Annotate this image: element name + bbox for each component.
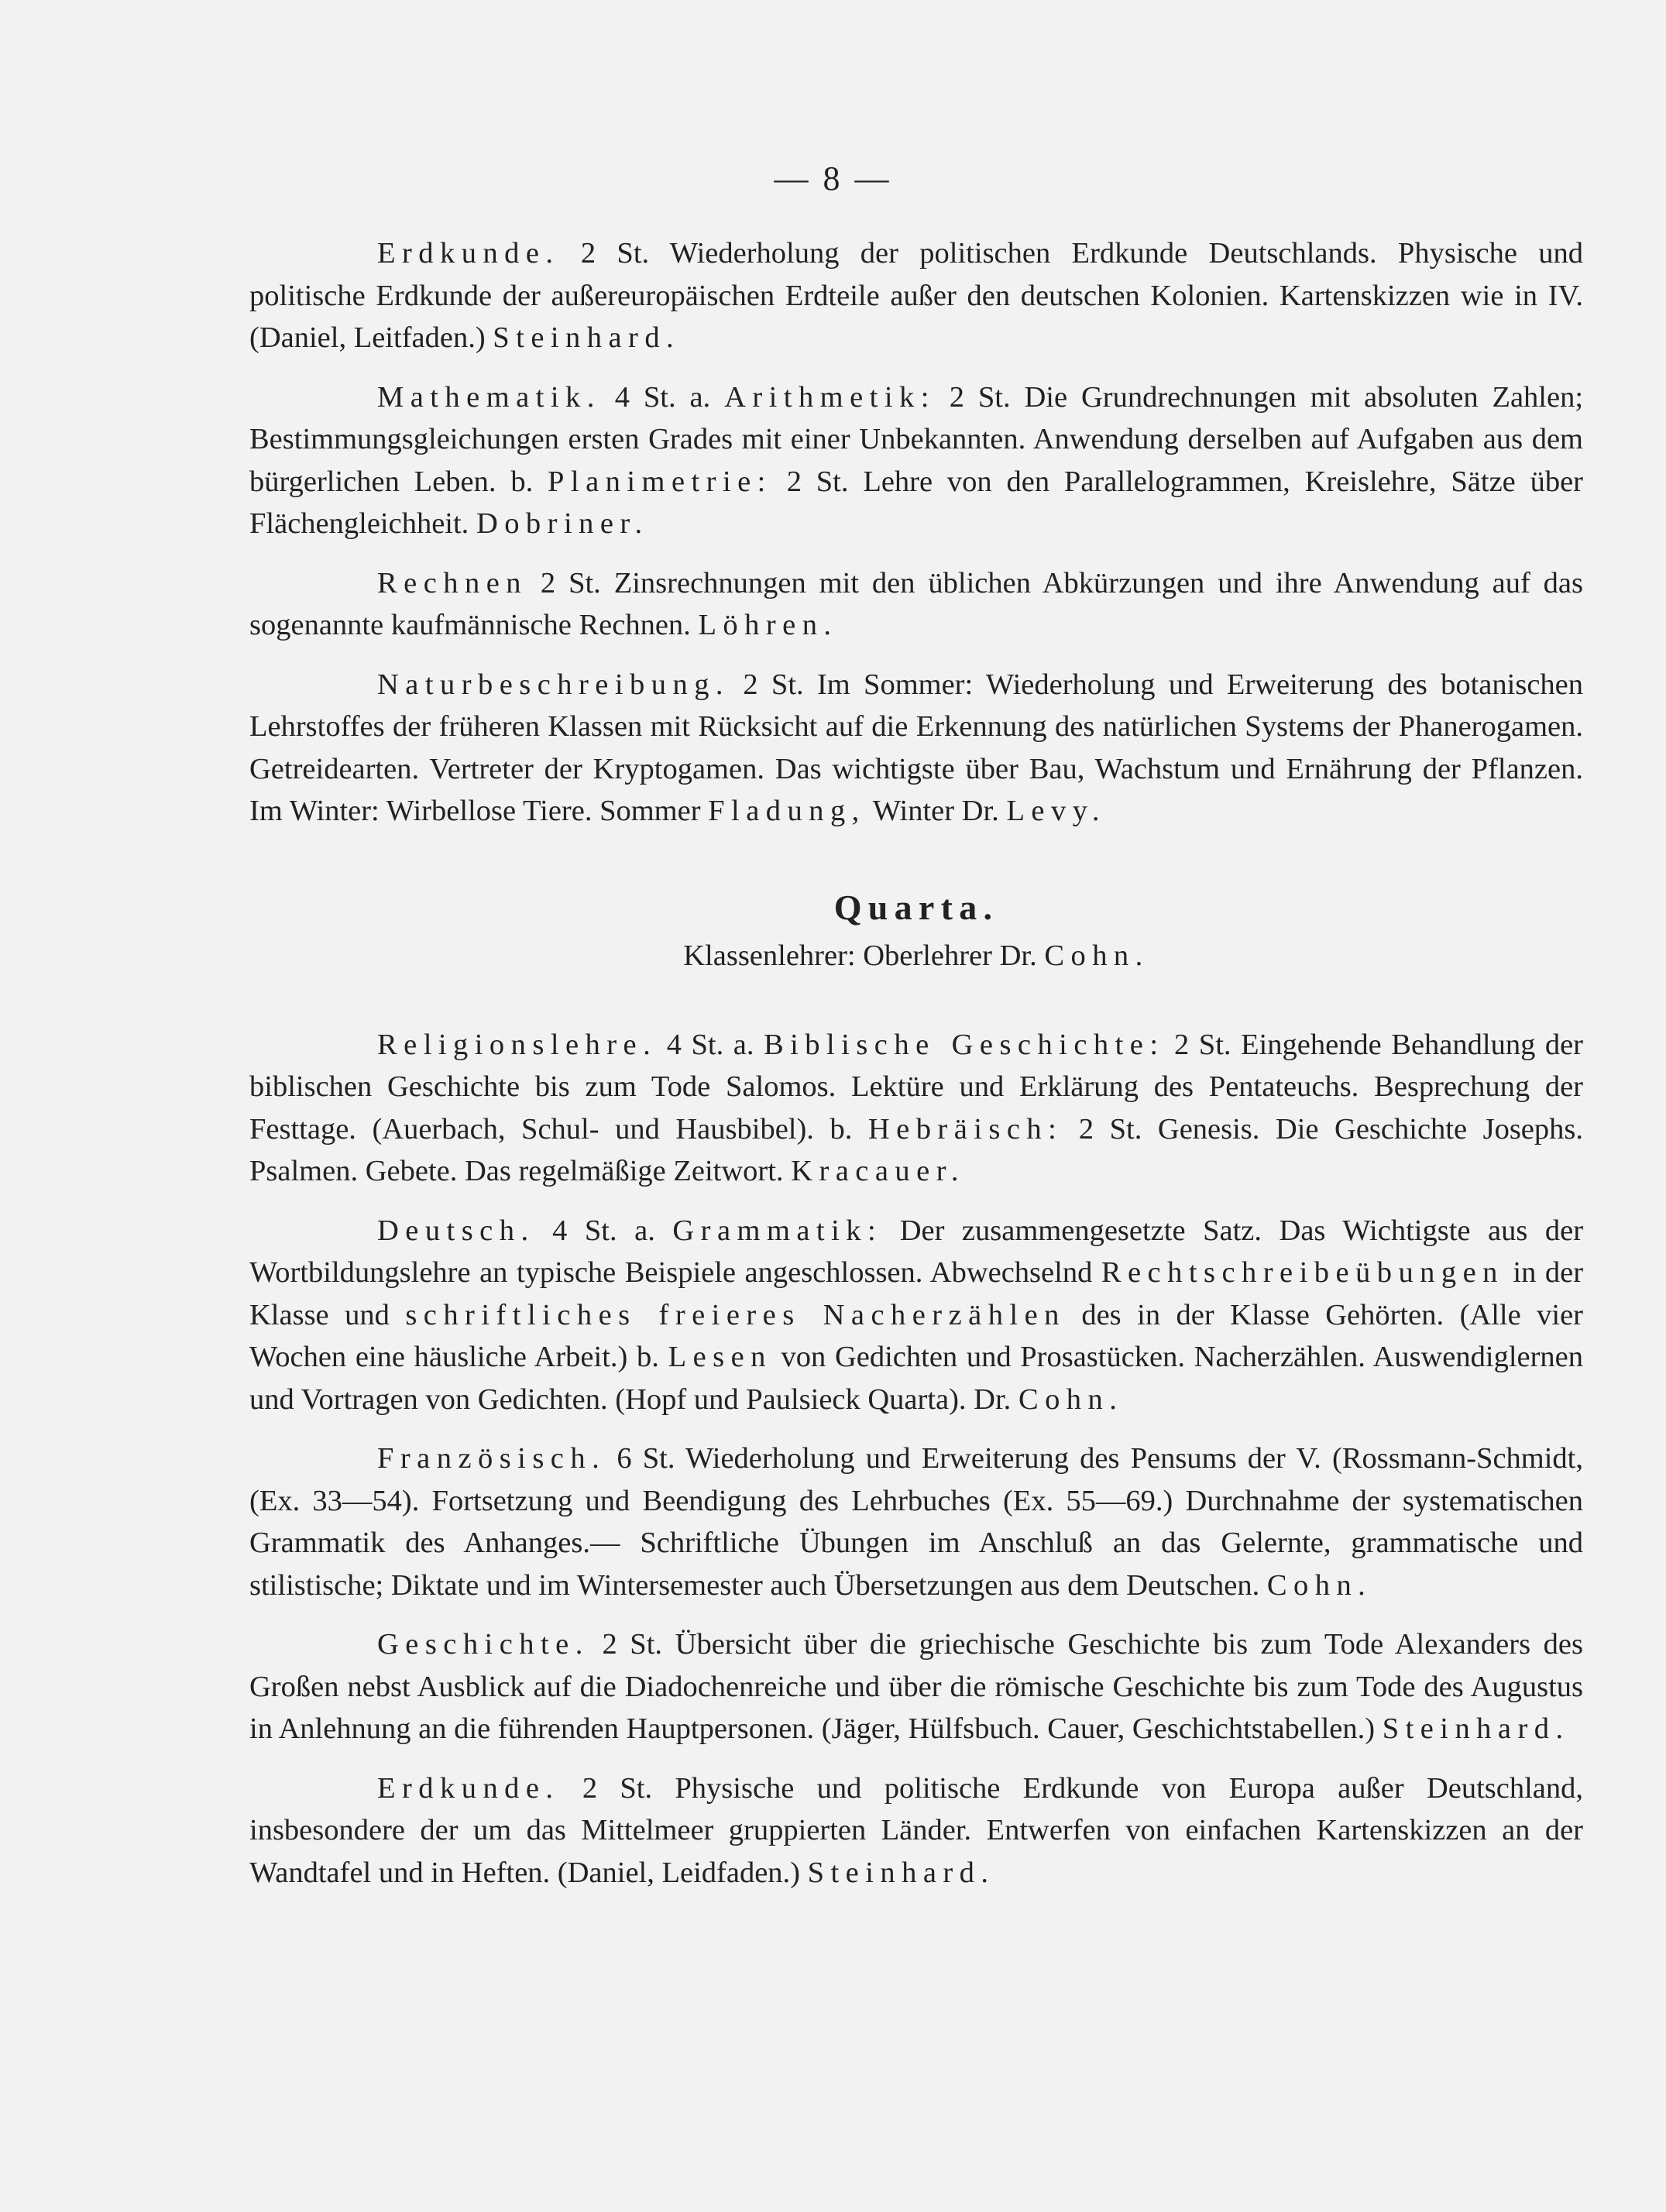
teacher-name: Dobriner. bbox=[476, 507, 649, 540]
subtopic-label: Lesen bbox=[668, 1341, 772, 1373]
paragraph-religionslehre bbox=[249, 1024, 1583, 1193]
subject-label: Mathematik. bbox=[377, 380, 601, 414]
paragraph-text: in der Klasse und bbox=[249, 1256, 1584, 1331]
paragraph-text: 2 St. Übersicht über die griechische Geschichte bis zum Tode Alexanders des Großen nebst Ausblick auf die Diadochenreiche und über die römische Geschichte bis zum Tode des Augustus in Anlehnung an die führenden Hauptpersonen. (Jäger, Hülfsbuch. Cauer, Geschichtstabellen.) bbox=[249, 1628, 1583, 1745]
paragraph-text: 4 St. a. bbox=[666, 1028, 754, 1061]
paragraph-text: des in der Klasse Gehörten. (Alle vier Wochen eine häusliche Arbeit.) b. bbox=[249, 1298, 1584, 1373]
subject-label: Geschichte. bbox=[377, 1628, 589, 1661]
subtopic-label: Biblische Geschichte: bbox=[763, 1028, 1165, 1061]
paragraph-text: 2 St. Zinsrechnungen mit den üblichen Abkürzungen und ihre Anwendung auf das sogenannte kaufmännische Rechnen. bbox=[249, 566, 1583, 641]
subject-label: Naturbeschreibung. bbox=[377, 668, 730, 701]
teacher-name: Cohn. bbox=[1266, 1568, 1372, 1602]
paragraph-text: 2 St. Physische und politische Erdkunde von Europa außer Deutschland, insbesondere der um das Mittelmeer gruppierten Länder. Entwerfen von einfachen Kartenskizzen an der Wandtafel und in Heften. (Daniel, Leidfaden.) bbox=[249, 1771, 1583, 1889]
section-heading-quarta: Quarta. bbox=[833, 887, 999, 927]
paragraph-text: Der zusammengesetzte Satz. Das Wichtigste aus der Wortbildungslehre an typische Beispiele angeschlossen. Abwechselnd bbox=[249, 1214, 1584, 1289]
paragraph-text: 2 St. Wiederholung der politischen Erdkunde Deutschlands. Physische und politische Erdkunde der außereuropäischen Erdteile außer den deutschen Kolonien. Kartenskizzen wie in IV. (Daniel, Leitfaden.) bbox=[249, 237, 1583, 354]
subtopic-label: Grammatik: bbox=[672, 1214, 883, 1247]
subject-label: Französisch. bbox=[377, 1442, 606, 1475]
paragraph-text: 2 St. Eingehende Behandlung der biblischen Geschichte bis zum Tode Salomos. Lektüre und Erklärung des Pentateuchs. Besprechung der Festtage. (Auerbach, Schul- und Hausbibel). b. bbox=[249, 1028, 1583, 1146]
paragraph-text: 2 St. Die Grundrechnungen mit absoluten Zahlen; Bestimmungsgleichungen ersten Grades mit einer Unbekannten. Anwendung derselben auf Aufgaben aus dem bürgerlichen Leben. b. bbox=[249, 380, 1584, 498]
class-teacher-name: Cohn. bbox=[1044, 939, 1149, 972]
subject-label: Rechnen bbox=[377, 566, 527, 599]
paragraph-text: 6 St. Wiederholung und Erweiterung des Pensums der V. (Rossmann-Schmidt, (Ex. 33—54). Fortsetzung und Beendigung des Lehrbuches (Ex. 55—69.) Durchnahme der systematischen Grammatik des Anhanges.— Schriftliche Übungen im Anschluß an das Gelernte, grammatische und stilistische; Diktate und im Wintersemester auch Übersetzungen aus dem Deutschen. bbox=[249, 1442, 1583, 1602]
paragraph-text: 4 St. a. bbox=[552, 1214, 655, 1247]
teacher-name: Kracauer. bbox=[791, 1155, 965, 1187]
paragraph-text: 4 St. a. bbox=[614, 380, 711, 414]
page-body bbox=[249, 232, 1583, 1911]
paragraph-rechnen bbox=[249, 562, 1583, 647]
paragraph-mathematik bbox=[249, 376, 1583, 545]
paragraph-franzoesisch bbox=[249, 1437, 1583, 1606]
subtopic-label: Rechtschreibeübungen bbox=[1101, 1256, 1504, 1289]
paragraph-text: 2 St. Genesis. Die Geschichte Josephs. Psalmen. Gebete. Das regelmäßige Zeitwort. bbox=[249, 1112, 1584, 1187]
teacher-name: Cohn. bbox=[1018, 1382, 1124, 1416]
teacher-name: Levy. bbox=[1006, 795, 1107, 827]
subtopic-label: Arithmetik: bbox=[724, 380, 936, 414]
paragraph-text: 2 St. Lehre von den Parallelogrammen, Kreislehre, Sätze über Flächengleichheit. bbox=[249, 465, 1583, 540]
paragraph-erdkunde-quarta bbox=[249, 1767, 1583, 1894]
teacher-name: Steinhard. bbox=[493, 321, 681, 354]
subtopic-label: Hebräisch: bbox=[867, 1112, 1063, 1146]
subject-label: Erdkunde. bbox=[377, 237, 560, 270]
paragraph-text: von Gedichten und Prosastücken. Nacherzählen. Auswendiglernen und Vortragen von Gedichten. (Hopf und Paulsieck Quarta). Dr. bbox=[249, 1341, 1584, 1416]
class-teacher-prefix: Klassenlehrer: Oberlehrer Dr. bbox=[683, 939, 1037, 972]
teacher-name: Steinhard. bbox=[807, 1856, 995, 1889]
subject-label: Religionslehre. bbox=[377, 1028, 658, 1061]
page-number: — 8 — bbox=[774, 160, 892, 198]
paragraph-naturbeschreibung bbox=[249, 664, 1583, 833]
paragraph-text: 2 St. Im Sommer: Wiederholung und Erweiterung des botanischen Lehrstoffes der früheren Klassen mit Rücksicht auf die Erkennung des natürlichen Systems der Phanerogamen. Getreidearten. Vertreter der Kryptogamen. Das wichtigste über Bau, Wachstum und Ernährung der Pflanzen. Im Winter: Wirbellose Tiere. Sommer bbox=[249, 668, 1584, 827]
teacher-name: Löhren. bbox=[698, 609, 838, 641]
subtopic-label: Planimetrie: bbox=[548, 465, 772, 498]
subtopic-label: schriftliches freieres Nacherzählen bbox=[405, 1298, 1066, 1331]
subject-label: Deutsch. bbox=[377, 1214, 535, 1247]
paragraph-erdkunde bbox=[249, 232, 1583, 359]
class-teacher-line bbox=[249, 935, 1583, 977]
paragraph-geschichte bbox=[249, 1623, 1583, 1750]
teacher-name: Fladung, bbox=[708, 795, 866, 827]
teacher-name: Steinhard. bbox=[1382, 1712, 1570, 1745]
paragraph-text: Winter Dr. bbox=[872, 795, 999, 827]
subject-label: Erdkunde. bbox=[377, 1771, 560, 1805]
paragraph-deutsch bbox=[249, 1210, 1583, 1421]
